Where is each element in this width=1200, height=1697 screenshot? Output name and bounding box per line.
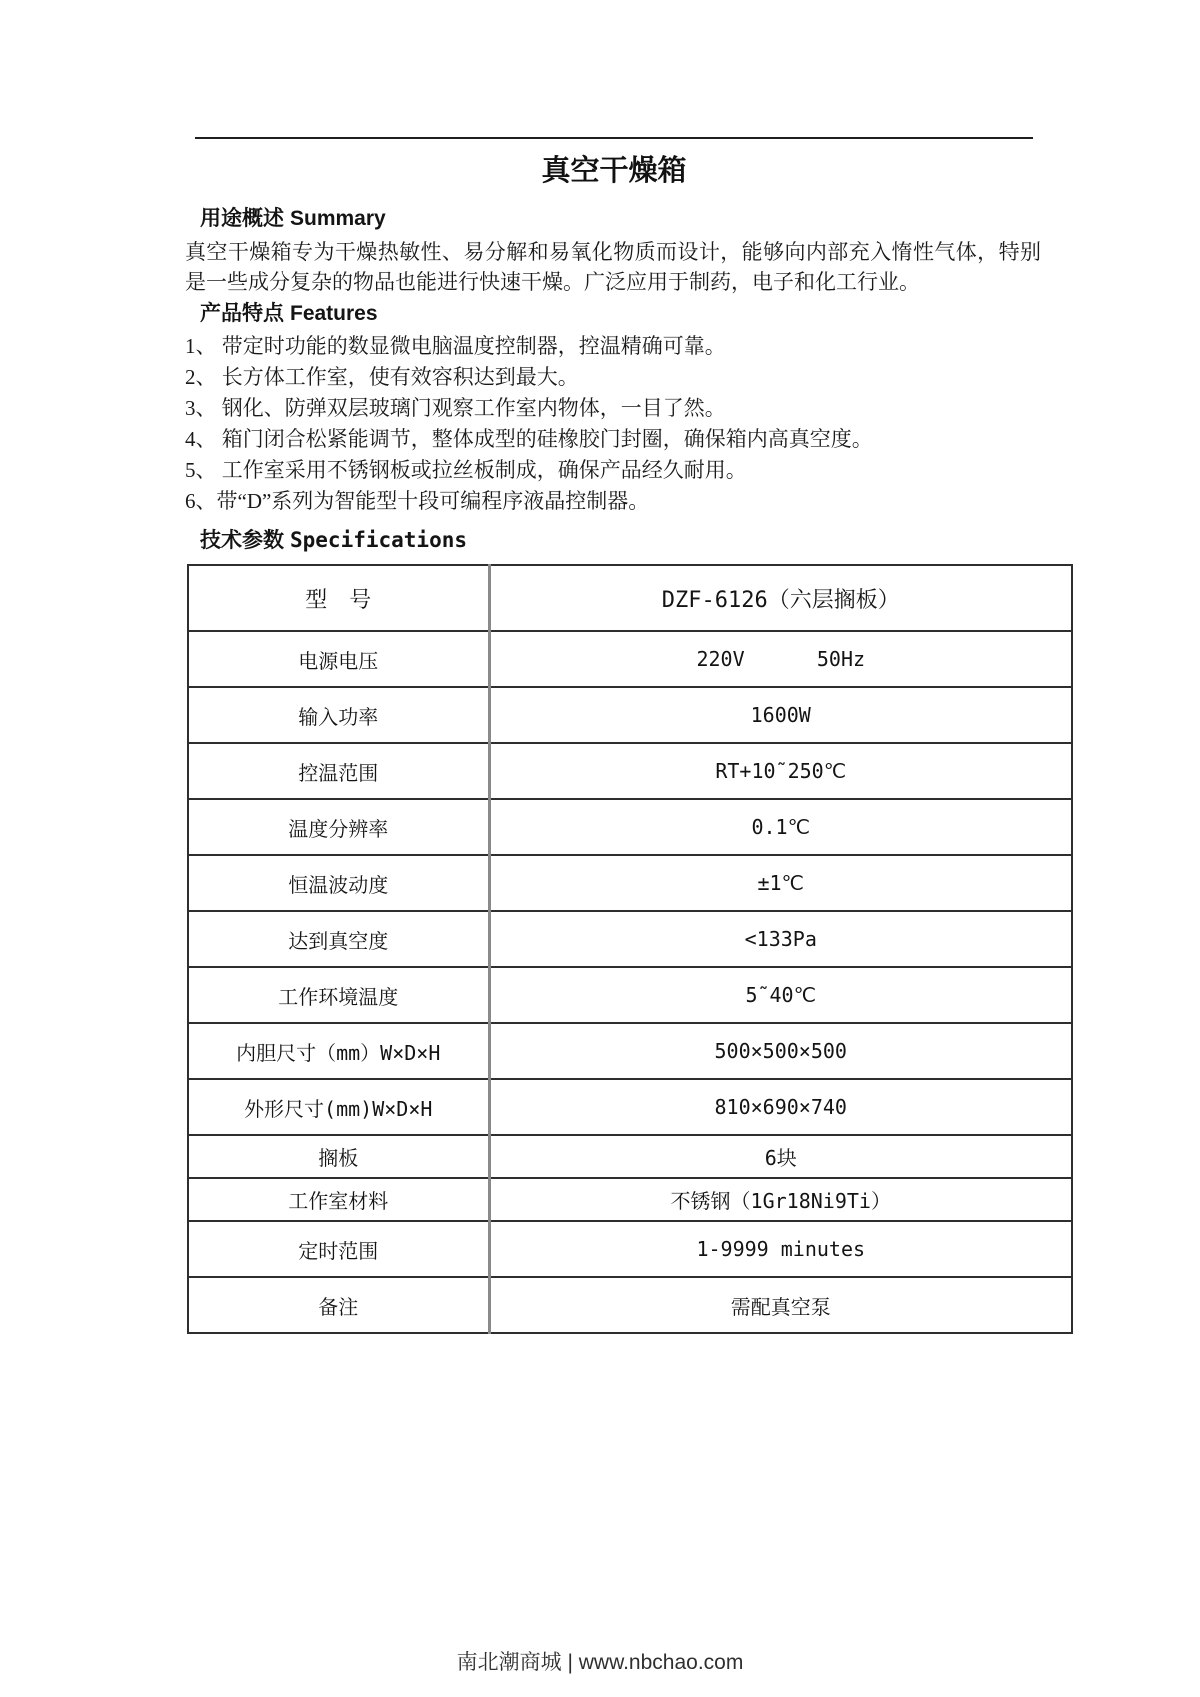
- table-row: [188, 855, 1072, 911]
- spec-value-cell: 500×500×500: [489, 1023, 1072, 1079]
- spec-label-cell: 控温范围: [188, 743, 489, 799]
- spec-label-cell: 工作环境温度: [188, 967, 489, 1023]
- table-row: [188, 1079, 1072, 1135]
- spec-value-cell: RT+10˜250℃: [489, 743, 1072, 799]
- features-list: [185, 331, 1045, 517]
- spec-label-cell: 电源电压: [188, 631, 489, 687]
- feature-item: 5、 工作室采用不锈钢板或拉丝板制成，确保产品经久耐用。: [185, 458, 747, 482]
- summary-heading-en: Summary: [290, 207, 386, 230]
- spec-value-cell: 6块: [489, 1135, 1072, 1178]
- spec-label-cell: 外形尺寸(mm)W×D×H: [188, 1079, 489, 1135]
- spec-value-cell: 需配真空泵: [489, 1277, 1072, 1333]
- feature-item: 1、 带定时功能的数显微电脑温度控制器，控温精确可靠。: [185, 334, 726, 358]
- table-row: [188, 1178, 1072, 1221]
- feature-item: 2、 长方体工作室，使有效容积达到最大。: [185, 365, 579, 389]
- footer: [0, 1646, 1200, 1676]
- spec-label-cell: 恒温波动度: [188, 855, 489, 911]
- features-heading-en: Features: [290, 302, 378, 325]
- spec-value-cell: 220V 50Hz: [489, 631, 1072, 687]
- table-row: [188, 1277, 1072, 1333]
- features-heading: [200, 299, 378, 328]
- table-row: [188, 687, 1072, 743]
- spec-value-cell: 1600W: [489, 687, 1072, 743]
- summary-paragraph: 真空干燥箱专为干燥热敏性、易分解和易氧化物质而设计，能够向内部充入惰性气体，特别是一些成分复杂的物品也能进行快速干燥。广泛应用于制药，电子和化工行业。: [185, 240, 1041, 294]
- model-label-cell: 型 号: [188, 565, 489, 631]
- table-row: [188, 631, 1072, 687]
- table-row: [188, 743, 1072, 799]
- spec-value-cell: 5˜40℃: [489, 967, 1072, 1023]
- spec-label-cell: 输入功率: [188, 687, 489, 743]
- spec-label-cell: 温度分辨率: [188, 799, 489, 855]
- features-heading-zh: 产品特点: [200, 302, 284, 325]
- top-divider: [195, 137, 1033, 139]
- spec-value-cell: 1-9999 minutes: [489, 1221, 1072, 1277]
- spec-label-cell: 达到真空度: [188, 911, 489, 967]
- feature-item: 6、带“D”系列为智能型十段可编程序液晶控制器。: [185, 489, 650, 513]
- page-title: 真空干燥箱: [541, 155, 687, 187]
- spec-value-cell: ±1℃: [489, 855, 1072, 911]
- feature-item: 4、 箱门闭合松紧能调节，整体成型的硅橡胶门封圈，确保箱内高真空度。: [185, 427, 873, 451]
- spec-value-cell: 0.1℃: [489, 799, 1072, 855]
- spec-label-cell: 定时范围: [188, 1221, 489, 1277]
- spec-label-cell: 工作室材料: [188, 1178, 489, 1221]
- spec-label-cell: 备注: [188, 1277, 489, 1333]
- summary-heading: [200, 204, 386, 233]
- spec-label-cell: 内胆尺寸（mm）W×D×H: [188, 1023, 489, 1079]
- table-row: [188, 1023, 1072, 1079]
- spec-value-cell: 不锈钢（1Gr18Ni9Ti）: [489, 1178, 1072, 1221]
- table-row: [188, 799, 1072, 855]
- spec-value-cell: 810×690×740: [489, 1079, 1072, 1135]
- model-value-cell: DZF-6126（六层搁板）: [489, 565, 1072, 631]
- specifications-heading-en: Specifications: [290, 528, 468, 552]
- table-row: [188, 1135, 1072, 1178]
- table-row: [188, 911, 1072, 967]
- specifications-heading: [200, 526, 467, 555]
- spec-label-cell: 搁板: [188, 1135, 489, 1178]
- feature-item: 3、 钢化、防弹双层玻璃门观察工作室内物体，一目了然。: [185, 396, 726, 420]
- summary-heading-zh: 用途概述: [200, 207, 284, 230]
- table-row: [188, 967, 1072, 1023]
- spec-value-cell: <133Pa: [489, 911, 1072, 967]
- specifications-table: [187, 564, 1073, 1334]
- footer-text: 南北潮商城 | www.nbchao.com: [456, 1651, 744, 1674]
- specifications-heading-zh: 技术参数: [200, 529, 284, 552]
- spec-header-row: [188, 565, 1072, 631]
- table-row: [188, 1221, 1072, 1277]
